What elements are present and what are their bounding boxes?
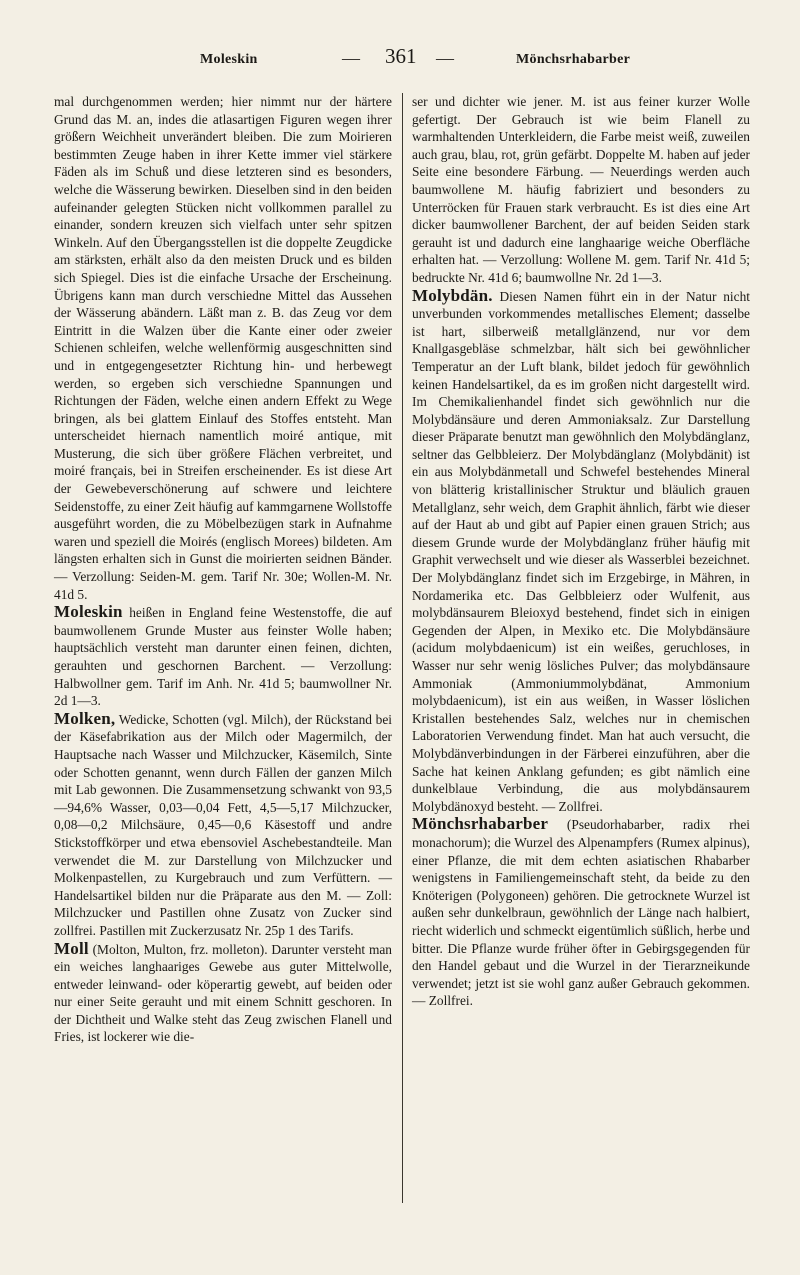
left-column xyxy=(54,93,392,1046)
lemma-moll: Moll xyxy=(54,938,89,958)
entry-molken xyxy=(54,710,392,940)
entry-molybdaen xyxy=(412,287,750,816)
entry-moleskin-text: heißen in England feine Westenstoffe, die auf baumwollenem Grunde Muster aus feinster Wolle haben; hauptsächlich versteht man darunter einen feinen, dichten, gerauhten und geschornen Barchent. — Verzollung: Halbwollner gem. Tarif im Anh. Nr. 41d 5; baumwollner Nr. 2d 1—3. xyxy=(54,605,392,709)
header-dash-right: — xyxy=(436,48,454,68)
entry-continuation-moll: ser und dichter wie jener. M. ist aus feiner kurzer Wolle gefertigt. Der Gebrauch ist wie beim Flanell zu warmhaltenden Unterkleidern, die Farbe meist weiß, zuweilen auch grau, blau, rot, grün gefärbt. Doppelte M. haben auf jeder Seite eine besondere Färbung. — Neuerdings werden auch baumwollene M. häufig fabriziert und besonders zu Unterröcken für Frauen stark verbraucht. Es ist dies eine Art dicker baumwollener Barchent, der auf beiden Seiden stark gerauht ist und dadurch eine langhaarige weiche Oberfläche erhalten hat. — Verzollung: Wollene M. gem. Tarif Nr. 41d 5; bedruckte Nr. 41d 6; baumwollne Nr. 2d 1—3. xyxy=(412,94,750,285)
lemma-molybdaen: Molybdän. xyxy=(412,285,493,305)
column-divider xyxy=(402,93,403,1203)
header-left-keyword: Moleskin xyxy=(200,52,258,67)
entry-moleskin xyxy=(54,603,392,710)
header-right-keyword: Mönchsrhabarber xyxy=(516,52,631,67)
page-number: 361 xyxy=(385,44,417,68)
entry-molybdaen-text: Diesen Namen führt ein in der Natur nicht unverbunden vorkommendes metallisches Element; dasselbe ist hart, silberweiß metallglänzend, nur vor dem Knallgasgebläse schmelzbar, hält sich bei gewöhnlicher Temperatur an der Luft blank, bildet jedoch für gewöhnlich keinen Handelsartikel, da es im großen nicht dargestellt wird. Im Chemikalienhandel findet sich gewöhnlich nur die Molybdänsäure und deren Ammoniaksalz. Zur Darstellung dieser Präparate benutzt man gewöhnlich den Molybdänglanz, seltner das Gelbbleierz. Der Molybdänglanz (Molybdänit) ist ein aus Molybdänmetall und Schwefel bestehendes Mineral von blätterig kristallinischer Struktur und bläulich grauen Metallglanz, sehr weich, dem Graphit ähnlich, färbt wie dieser auf der Haut ab und gibt auf Papier einen grauen Strich; aus diesem Grunde wurde der Molybdänglanz früher häufig mit Graphit verwechselt und wie dieser als Wasserblei bezeichnet. Der Molybdänglanz findet sich im Erzgebirge, in Mähren, in Nordamerika etc. Das Gelbbleierz oder Wulfenit, aus molybdänsaurem Bleioxyd bestehend, findet sich in einigen Gegenden der Alpen, in Mexiko etc. Die Molybdänsäure (acidum molybdaenicum) ist ein weißes, geruchloses, in Wasser nur sehr wenig lösliches Pulver; das molybdänsaure Ammoniak (Ammoniummolybdänat, Ammonium molybdaenicum), ist ein aus weißen, in Wasser löslichen Kristallen bestehendes Salz, welches nur in chemischen Laboratorien Verwendung findet. Man hat auch versucht, die Molybdänverbindungen in der Färberei einzuführen, aber die Sache hat keinen Anklang gefunden; es gibt nämlich eine dunkelblaue Verbindung, die aus molybdänsaurem Molybdänoxyd besteht. — Zollfrei. xyxy=(412,288,750,814)
entry-moenchsrhabarber-text: (Pseudorhabarber, radix rhei monachorum); die Wurzel des Alpenampfers (Rumex alpinus), einer Pflanze, die mit dem echten asiatischen Rhabarber wenigstens in Familiengemeinschaft steht, da beide zu den Knöterigen (Polygoneen) gehören. Die getrocknete Wurzel ist außen sehr dunkelbraun, gewöhnlich der Länge nach halbiert, riecht widerlich und schmeckt eigentümlich süßlich, herbe und bitter. Die Pflanze wurde früher öfter in Gebirgsgegenden für den Handel gebaut und die Wurzel in der Tierarzneikunde verwendet; jetzt ist sie wohl ganz außer Gebrauch gekommen. — Zollfrei. xyxy=(412,817,750,1009)
entry-moll-text: (Molton, Multon, frz. molleton). Darunter versteht man ein weiches langhaariges Gewebe aus guter Mittelwolle, entweder leinwand- oder köperartig gewebt, auf beiden oder nur einer Seite gerauht und mit einem Schnitt geschoren. In der Dichtheit und Walke steht das Zeug zwischen Flanell und Fries, ist lockerer wie die- xyxy=(54,941,392,1045)
entry-continuation-moirieren: mal durchgenommen werden; hier nimmt nur der härtere Grund das M. an, indes die atlasartigen Figuren wegen ihrer größern Weichheit unverändert bleiben. Die zum Moirieren bestimmten Zeuge haben in ihrer Kette immer viel stärkere Fäden als im Schuß und diese letzteren sind es besonders, welche die Wässerung bewirken. Dieselben sind in den beiden aufeinander gelegten Stücken nicht vollkommen parallel zu einander, sondern kreuzen sich vielfach unter sehr spitzen Winkeln. Auf den Übergangsstellen ist die doppelte Zeugdicke am stärksten, erhält also da den meisten Druck und es bilden sich Spiegel. Dies ist die einfache Ursache der Erscheinung. Übrigens kann man durch verschiedne Mittel das Aussehen der Wässerung abändern. Läßt man z. B. das Zeug vor dem Eintritt in die Walzen über die Kante einer oder zweier Schienen schleifen, welche wellenförmig ausgeschnitten sind und in entgegengesetzter Richtung hin- und herbewegt werden, so ergeben sich verschiedne Spannungen und Richtungen der Fäden, welche einen andern Effekt zu Wege bringen, als bei glattem Einlauf des Stoffes entsteht. Man unterscheidet hiernach namentlich moiré antique, mit Musterung, die sich über größere Flächen verbreitet, und moiré français, bei in Streifen erscheinender. Es ist diese Art der Gewebeverschönerung auf schwere und leichtere Seidenstoffe, zu einer Zeit häufig auf kammgarnene Wollstoffe ausgeführt worden, die zu Möbelbezügen stark in Aufnahme waren und speziell die Moirés (englisch Morees) bildeten. Am längsten erhalten sich in Gunst die moirierten seidnen Bänder. — Verzollung: Seiden-M. gem. Tarif Nr. 30e; Wollen-M. Nr. 41d 5. xyxy=(54,94,392,602)
entry-moll xyxy=(54,940,392,1047)
header-dash-left: — xyxy=(342,48,360,68)
page-header xyxy=(52,46,750,74)
lemma-moleskin: Moleskin xyxy=(54,602,123,622)
entry-molken-text: Wedicke, Schotten (vgl. Milch), der Rückstand bei der Käsefabrikation aus der Milch oder Magermilch, der Hauptsache nach Wasser und Milchzucker, Käsemilch, Sinte oder Schotten genannt, wenn durch Fällen der ganzen Milch mit Lab gewonnen. Die Zusammensetzung schwankt von 93,5—94,6% Wasser, 0,03—0,04 Fett, 4,5—5,17 Milchzucker, 0,08—0,2 Milchsäure, 0,45—0,6 Käsestoff und andre Stickstoffkörper und etwa ebensoviel Aschebestandteile. Man verwendet die M. zur Darstellung von Milchzucker und Molkenpastellen, zu Kurgebrauch und zum Verfüttern. — Handelsartikel bilden nur die Präparate aus den M. — Zoll: Milchzucker und Pastillen ohne Zusatz von Zucker sind zollfrei. Pastillen mit Zuckerzusatz Nr. 25p 1 des Tarifs. xyxy=(54,711,392,938)
lemma-moenchsrhabarber: Mönchsrhabarber xyxy=(412,814,549,834)
entry-moenchsrhabarber xyxy=(412,815,750,1010)
right-column xyxy=(412,93,750,1010)
lemma-molken: Molken, xyxy=(54,708,116,728)
